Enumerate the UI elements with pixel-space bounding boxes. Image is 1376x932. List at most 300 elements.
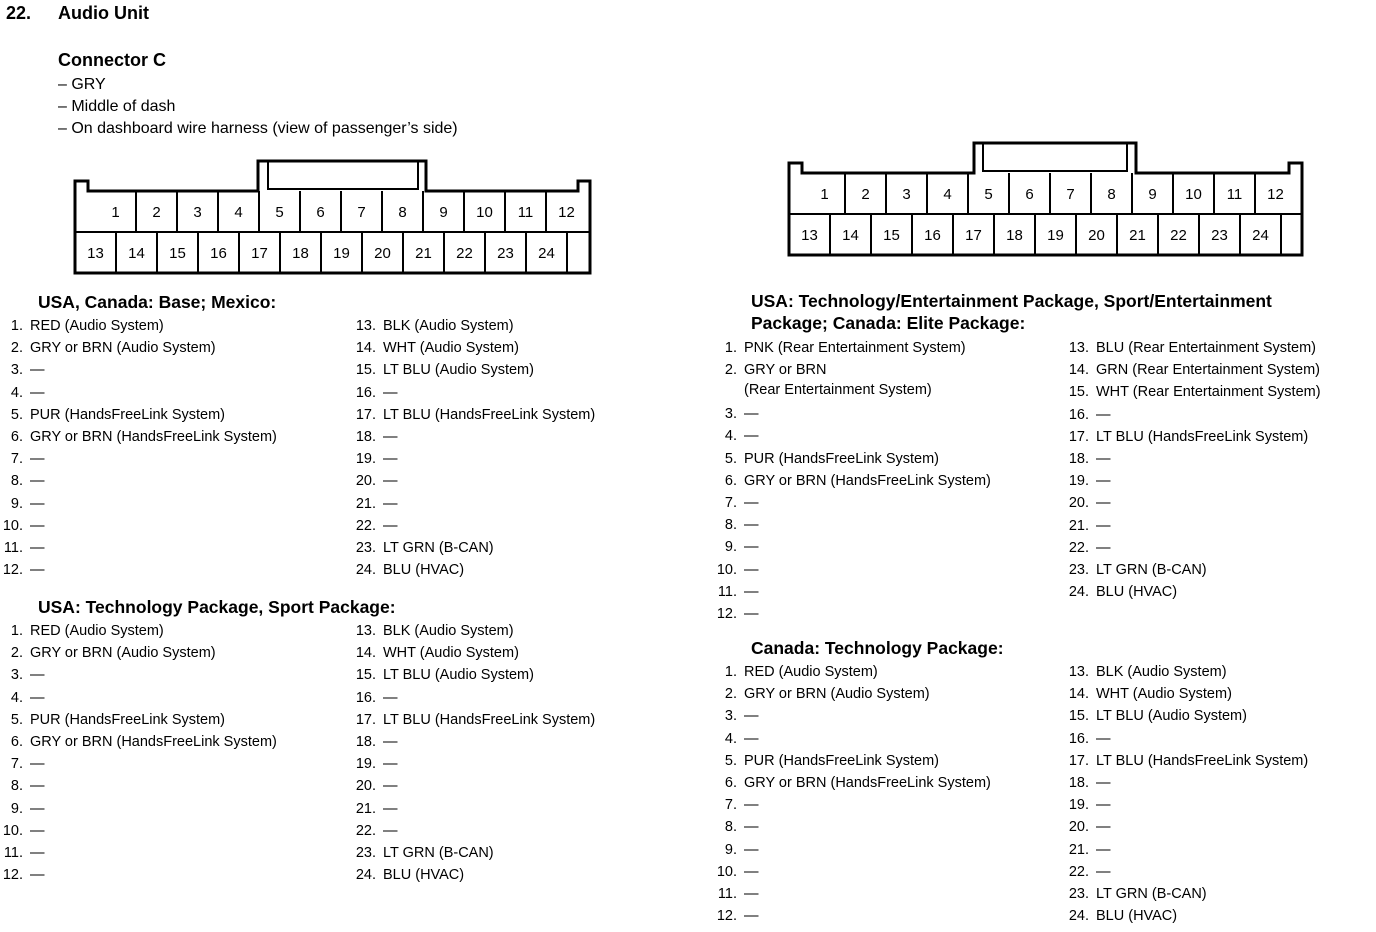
- pin-row: [0, 687, 340, 709]
- pin-row: [1066, 816, 1371, 838]
- pin-number: 2.: [724, 362, 737, 379]
- pin-number: 20.: [1068, 495, 1089, 512]
- cavity-number: 11: [517, 204, 534, 221]
- pin-number: 19.: [355, 451, 376, 468]
- pin-row: [1066, 661, 1371, 683]
- pin-row: [0, 559, 340, 581]
- pin-number: 19.: [1068, 473, 1089, 490]
- cavity-number: 4: [943, 186, 952, 203]
- pin-row: [1066, 426, 1371, 448]
- cavity-number: 1: [111, 204, 120, 221]
- pinout-title-entertainment-line2: Package; Canada: Elite Package:: [751, 313, 1026, 333]
- pin-row: [1066, 683, 1371, 705]
- pin-wire: RED (Audio System): [30, 318, 164, 334]
- cavity-number: 3: [193, 204, 202, 221]
- pin-number: 23.: [1068, 561, 1089, 578]
- pin-row: [714, 772, 1054, 794]
- pin-number: 24.: [1068, 584, 1089, 601]
- pin-wire: —: [383, 495, 398, 512]
- pin-number: 22.: [1068, 863, 1089, 880]
- pin-wire: WHT (Rear Entertainment System): [1096, 384, 1321, 401]
- pin-row: [353, 687, 653, 709]
- pin-number: 16.: [1068, 406, 1089, 423]
- cavity-number: 12: [558, 204, 575, 221]
- pin-row: [353, 842, 653, 864]
- pin-wire: —: [383, 822, 398, 839]
- pinout-base-left: [0, 315, 340, 581]
- cavity-number: 9: [1148, 186, 1157, 203]
- pin-row: [714, 581, 1054, 603]
- pin-number: 8.: [10, 778, 23, 795]
- pin-number: 21.: [1068, 841, 1089, 858]
- pin-number: 17.: [355, 406, 376, 423]
- pin-number: 11.: [3, 844, 23, 861]
- section-number: 22.: [6, 3, 32, 23]
- pin-wire: LT BLU (HandsFreeLink System): [383, 711, 596, 728]
- connector-diagram-left: [70, 158, 590, 278]
- pin-number: 5.: [724, 752, 737, 769]
- pin-row: [714, 514, 1054, 536]
- pin-row: [714, 559, 1054, 581]
- pin-row: [714, 728, 1054, 750]
- pin-wire: —: [383, 428, 398, 445]
- pin-number: 11.: [717, 583, 737, 600]
- pin-wire: BLK (Audio System): [1096, 664, 1227, 680]
- pin-number: 1.: [724, 664, 737, 680]
- pin-number: 3.: [10, 362, 23, 379]
- cavity-number: 8: [398, 204, 407, 221]
- pin-row: [0, 537, 340, 559]
- pin-number: 3.: [724, 406, 737, 423]
- pin-wire: GRY or BRN (Audio System): [30, 645, 216, 662]
- pin-row: [353, 493, 653, 515]
- pin-wire: LT BLU (HandsFreeLink System): [383, 406, 596, 423]
- pin-wire: BLU (HVAC): [383, 562, 465, 579]
- cavity-number: 14: [128, 245, 145, 262]
- pin-row: [353, 620, 653, 642]
- pin-number: 23.: [355, 539, 376, 556]
- pin-wire: —: [744, 605, 759, 622]
- pin-row: [1066, 905, 1371, 927]
- pin-row: [0, 753, 340, 775]
- pin-row: [0, 775, 340, 797]
- pin-wire: —: [744, 908, 759, 925]
- cavity-number: 21: [1129, 227, 1146, 244]
- pin-wire: —: [383, 778, 398, 795]
- pin-row: [0, 620, 340, 642]
- pin-number: 13.: [355, 318, 376, 334]
- pin-row: [353, 448, 653, 470]
- pinout-usa-technology-left: [0, 620, 340, 886]
- pin-number: 22.: [1068, 539, 1089, 556]
- cavity-number: 21: [415, 245, 432, 262]
- pin-wire: —: [744, 841, 759, 858]
- pin-wire: BLK (Audio System): [383, 623, 514, 639]
- pin-row: [1066, 861, 1371, 883]
- pin-wire: —: [1096, 730, 1111, 747]
- pin-row: [1066, 404, 1371, 426]
- pin-wire: RED (Audio System): [744, 664, 878, 680]
- pin-number: 21.: [355, 495, 376, 512]
- pin-wire: PUR (HandsFreeLink System): [30, 406, 225, 423]
- pin-wire: —: [1096, 473, 1111, 490]
- pin-wire: —: [30, 689, 45, 706]
- cavity-number: 4: [234, 204, 243, 221]
- pin-row: [714, 536, 1054, 558]
- pin-row: [1066, 537, 1371, 559]
- pin-number: 18.: [1068, 774, 1089, 791]
- pin-number: 23.: [1068, 885, 1089, 902]
- pin-row: [714, 661, 1054, 683]
- pin-number: 7.: [724, 797, 737, 814]
- pin-wire: LT GRN (B-CAN): [1096, 885, 1207, 902]
- cavity-number: 6: [316, 204, 325, 221]
- pin-wire: PNK (Rear Entertainment System): [744, 340, 966, 356]
- pin-wire: —: [1096, 841, 1111, 858]
- pin-number: 15.: [1068, 384, 1089, 401]
- pin-row: [714, 359, 1054, 403]
- pin-number: 5.: [724, 450, 737, 467]
- pin-number: 23.: [355, 844, 376, 861]
- pin-number: 20.: [1068, 819, 1089, 836]
- pin-wire: —: [744, 494, 759, 511]
- cavity-number: 2: [152, 204, 161, 221]
- pin-number: 20.: [355, 473, 376, 490]
- pin-wire: —: [744, 428, 759, 445]
- pin-wire: —: [30, 562, 45, 579]
- pin-wire: BLU (HVAC): [1096, 908, 1178, 925]
- pin-row: [0, 820, 340, 842]
- pin-row: [714, 492, 1054, 514]
- pin-number: 16.: [355, 689, 376, 706]
- pin-wire: BLK (Audio System): [383, 318, 514, 334]
- pin-wire: —: [744, 517, 759, 534]
- pin-wire: GRY or BRN (Audio System): [30, 340, 216, 357]
- pin-number: 21.: [355, 800, 376, 817]
- pin-row: [0, 842, 340, 864]
- pin-row: [353, 731, 653, 753]
- pin-row: [0, 493, 340, 515]
- pin-wire: PUR (HandsFreeLink System): [744, 450, 939, 467]
- cavity-number: 15: [169, 245, 186, 262]
- pin-wire: —: [1096, 495, 1111, 512]
- pin-wire: PUR (HandsFreeLink System): [30, 711, 225, 728]
- connector-diagram-right: [784, 140, 1304, 260]
- pin-number: 14.: [355, 645, 376, 662]
- pin-number: 5.: [10, 711, 23, 728]
- pin-wire: —: [30, 844, 45, 861]
- cavity-number: 19: [1047, 227, 1064, 244]
- pin-wire: —: [30, 822, 45, 839]
- pin-number: 4.: [10, 689, 23, 706]
- pin-row: [1066, 559, 1371, 581]
- pin-row: [1066, 839, 1371, 861]
- pin-number: 14.: [1068, 362, 1089, 379]
- pin-row: [353, 470, 653, 492]
- pin-number: 6.: [724, 774, 737, 791]
- pin-wire: —: [30, 362, 45, 379]
- cavity-number: 22: [456, 245, 473, 262]
- pin-number: 9.: [724, 539, 737, 556]
- pin-row: [714, 705, 1054, 727]
- pin-wire: LT GRN (B-CAN): [383, 539, 494, 556]
- pin-row: [353, 559, 653, 581]
- pinout-title-base: USA, Canada: Base; Mexico:: [38, 292, 277, 312]
- pin-row: [353, 820, 653, 842]
- pin-wire: RED (Audio System): [30, 623, 164, 639]
- pin-row: [0, 470, 340, 492]
- pin-row: [714, 683, 1054, 705]
- pin-row: [0, 448, 340, 470]
- pin-row: [353, 775, 653, 797]
- pin-number: 8.: [10, 473, 23, 490]
- pin-row: [1066, 448, 1371, 470]
- pin-wire: —: [30, 473, 45, 490]
- pin-number: 14.: [355, 340, 376, 357]
- pin-wire: LT BLU (HandsFreeLink System): [1096, 428, 1309, 445]
- pin-row: [353, 798, 653, 820]
- pin-wire: —: [383, 800, 398, 817]
- cavity-number: 11: [1226, 186, 1243, 203]
- pin-row: [714, 861, 1054, 883]
- pin-number: 7.: [10, 451, 23, 468]
- pin-wire: —: [1096, 450, 1111, 467]
- pin-row: [0, 798, 340, 820]
- pin-number: 7.: [724, 494, 737, 511]
- pin-wire: —: [30, 517, 45, 534]
- pin-number: 14.: [1068, 686, 1089, 703]
- pin-wire: BLU (HVAC): [383, 867, 465, 884]
- cavity-number: 24: [538, 245, 555, 262]
- pin-number: 10.: [716, 561, 737, 578]
- connector-detail-location: – Middle of dash: [58, 98, 176, 115]
- pin-number: 24.: [1068, 908, 1089, 925]
- pin-wire: —: [1096, 539, 1111, 556]
- pin-number: 10.: [716, 863, 737, 880]
- pin-number: 15.: [355, 362, 376, 379]
- pin-row: [1066, 772, 1371, 794]
- pin-number: 24.: [355, 867, 376, 884]
- pin-wire: GRN (Rear Entertainment System): [1096, 362, 1321, 379]
- pin-row: [1066, 581, 1371, 603]
- pin-row: [714, 425, 1054, 447]
- pin-row: [714, 603, 1054, 625]
- pin-row: [353, 537, 653, 559]
- pin-row: [353, 709, 653, 731]
- pin-row: [353, 753, 653, 775]
- cavity-number: 16: [924, 227, 941, 244]
- connector-title: Connector C: [58, 50, 166, 70]
- pin-row: [353, 337, 653, 359]
- pin-number: 20.: [355, 778, 376, 795]
- pin-row: [0, 359, 340, 381]
- cavity-number: 16: [210, 245, 227, 262]
- cavity-number: 22: [1170, 227, 1187, 244]
- pin-number: 17.: [1068, 428, 1089, 445]
- pin-row: [1066, 883, 1371, 905]
- pin-number: 18.: [1068, 450, 1089, 467]
- pin-number: 6.: [10, 428, 23, 445]
- pinout-canada-technology-left: [714, 661, 1054, 927]
- pin-wire: LT BLU (HandsFreeLink System): [1096, 752, 1309, 769]
- cavity-number: 15: [883, 227, 900, 244]
- pin-wire: —: [30, 539, 45, 556]
- cavity-number: 1: [820, 186, 829, 203]
- pin-number: 1.: [10, 318, 23, 334]
- pinout-base-right: [353, 315, 653, 581]
- cavity-number: 6: [1025, 186, 1034, 203]
- pin-number: 1.: [724, 340, 737, 356]
- pin-row: [1066, 728, 1371, 750]
- pin-row: [353, 315, 653, 337]
- pin-wire: LT GRN (B-CAN): [1096, 561, 1207, 578]
- pin-wire: LT GRN (B-CAN): [383, 844, 494, 861]
- pin-number: 10.: [2, 517, 23, 534]
- pinout-canada-technology-right: [1066, 661, 1371, 927]
- cavity-number: 7: [357, 204, 366, 221]
- pin-wire: —: [1096, 863, 1111, 880]
- pin-number: 13.: [355, 623, 376, 639]
- pin-row: [353, 515, 653, 537]
- pin-row: [714, 448, 1054, 470]
- pin-number: 22.: [355, 822, 376, 839]
- pinout-usa-technology-right: [353, 620, 653, 886]
- pin-wire: —: [30, 867, 45, 884]
- pin-row: [0, 315, 340, 337]
- pin-wire: WHT (Audio System): [383, 645, 519, 662]
- cavity-number: 17: [965, 227, 982, 244]
- pin-number: 12.: [2, 867, 23, 884]
- pin-wire: —: [744, 819, 759, 836]
- pin-number: 4.: [724, 428, 737, 445]
- pin-wire: LT BLU (Audio System): [383, 362, 534, 379]
- pin-number: 9.: [10, 495, 23, 512]
- pin-number: 18.: [355, 733, 376, 750]
- pin-number: 12.: [716, 908, 737, 925]
- cavity-number: 14: [842, 227, 859, 244]
- pin-number: 19.: [1068, 797, 1089, 814]
- pin-row: [714, 337, 1054, 359]
- pin-number: 12.: [2, 562, 23, 579]
- pin-number: 9.: [724, 841, 737, 858]
- pin-wire: —: [383, 733, 398, 750]
- pin-number: 21.: [1068, 517, 1089, 534]
- pin-wire: WHT (Audio System): [1096, 686, 1232, 703]
- cavity-number: 10: [1185, 186, 1202, 203]
- pin-wire: —: [744, 797, 759, 814]
- pin-number: 13.: [1068, 340, 1089, 356]
- pin-row: [0, 404, 340, 426]
- cavity-number: 2: [861, 186, 870, 203]
- pin-wire: —: [30, 778, 45, 795]
- pin-wire: GRY or BRN (Rear Entertainment System): [744, 362, 932, 399]
- pin-number: 19.: [355, 756, 376, 773]
- pin-row: [714, 883, 1054, 905]
- pin-row: [0, 864, 340, 886]
- pin-number: 3.: [724, 708, 737, 725]
- pin-row: [353, 664, 653, 686]
- pin-row: [0, 642, 340, 664]
- pin-row: [1066, 359, 1371, 381]
- pin-wire: —: [30, 800, 45, 817]
- pin-row: [0, 426, 340, 448]
- pin-number: 15.: [355, 667, 376, 684]
- pin-wire: WHT (Audio System): [383, 340, 519, 357]
- pin-row: [1066, 492, 1371, 514]
- pin-wire: GRY or BRN (HandsFreeLink System): [30, 733, 277, 750]
- pin-wire: —: [30, 451, 45, 468]
- cavity-number: 5: [275, 204, 284, 221]
- pinout-title-usa-technology: USA: Technology Package, Sport Package:: [38, 597, 396, 617]
- pin-wire: —: [744, 583, 759, 600]
- pin-number: 17.: [355, 711, 376, 728]
- pin-number: 16.: [355, 384, 376, 401]
- pinout-title-entertainment-line1: USA: Technology/Entertainment Package, Sport/Entertainment: [751, 291, 1272, 311]
- section-title: Audio Unit: [58, 3, 149, 23]
- pin-number: 6.: [10, 733, 23, 750]
- pin-row: [0, 382, 340, 404]
- pin-number: 12.: [716, 605, 737, 622]
- pin-row: [353, 382, 653, 404]
- pin-wire: —: [30, 384, 45, 401]
- pin-number: 2.: [10, 645, 23, 662]
- pin-wire: —: [744, 708, 759, 725]
- pin-wire: BLU (Rear Entertainment System): [1096, 340, 1316, 356]
- pin-wire: —: [383, 517, 398, 534]
- cavity-number: 3: [902, 186, 911, 203]
- pin-number: 7.: [10, 756, 23, 773]
- pin-wire: GRY or BRN (HandsFreeLink System): [30, 428, 277, 445]
- pin-number: 11.: [3, 539, 23, 556]
- pin-number: 24.: [355, 562, 376, 579]
- connector-detail-harness: – On dashboard wire harness (view of passenger’s side): [58, 120, 458, 137]
- cavity-number: 13: [801, 227, 818, 244]
- pin-row: [353, 426, 653, 448]
- cavity-number: 13: [87, 245, 104, 262]
- pin-wire: —: [744, 561, 759, 578]
- pin-wire: BLU (HVAC): [1096, 584, 1178, 601]
- pinout-entertainment-right: [1066, 337, 1371, 603]
- pin-row: [353, 864, 653, 886]
- pin-number: 16.: [1068, 730, 1089, 747]
- pin-wire: —: [30, 756, 45, 773]
- pin-row: [1066, 750, 1371, 772]
- pin-row: [714, 470, 1054, 492]
- pin-wire: —: [1096, 406, 1111, 423]
- cavity-number: 18: [292, 245, 309, 262]
- pin-number: 15.: [1068, 708, 1089, 725]
- pin-row: [1066, 337, 1371, 359]
- pin-wire: —: [1096, 797, 1111, 814]
- pin-wire: —: [383, 756, 398, 773]
- pin-number: 9.: [10, 800, 23, 817]
- pin-number: 22.: [355, 517, 376, 534]
- pin-wire: LT BLU (Audio System): [383, 667, 534, 684]
- pinout-title-canada-technology: Canada: Technology Package:: [751, 638, 1004, 658]
- pin-wire: GRY or BRN (HandsFreeLink System): [744, 472, 991, 489]
- pin-number: 8.: [724, 517, 737, 534]
- pin-number: 2.: [724, 686, 737, 703]
- cavity-number: 10: [476, 204, 493, 221]
- pin-row: [0, 731, 340, 753]
- pinout-entertainment-left: [714, 337, 1054, 625]
- pin-wire: —: [744, 406, 759, 423]
- pin-number: 2.: [10, 340, 23, 357]
- pin-row: [1066, 705, 1371, 727]
- cavity-number: 12: [1267, 186, 1284, 203]
- pin-row: [0, 337, 340, 359]
- pin-wire: —: [744, 539, 759, 556]
